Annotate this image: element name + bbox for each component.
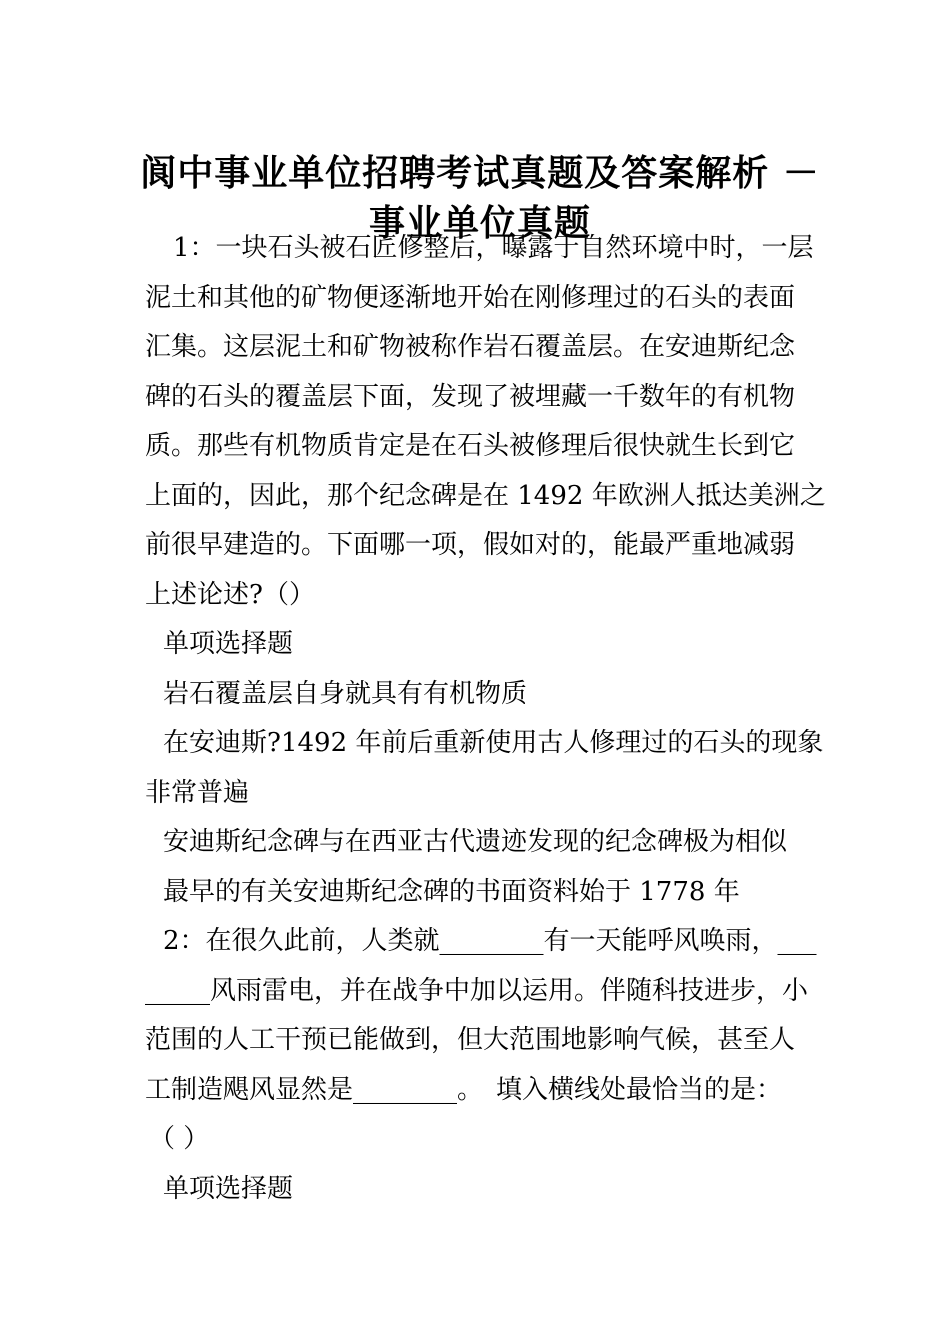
question-1-line: 质。那些有机物质肯定是在石头被修理后很快就生长到它 [145,431,796,461]
question-1-line: 前很早建造的。下面哪一项，假如对的，能最严重地减弱 [145,530,796,560]
document-body [145,224,826,1214]
question-1-line: 碑的石头的覆盖层下面，发现了被埋藏一千数年的有机物 [145,381,796,412]
question-1-type-label: 单项选择题 [163,629,294,659]
question-2-line: 2：在很久此前，人类就________有一天能呼风唤雨，___ [163,926,817,956]
question-2-type-label: 单项选择题 [163,1173,294,1204]
question-2-line: 工制造飓风显然是________。 填入横线处最恰当的是： [145,1074,783,1105]
option-d: 最早的有关安迪斯纪念碑的书面资料始于 1778 年 [163,876,740,907]
option-c: 安迪斯纪念碑与在西亚古代遗迹发现的纪念碑极为相似 [163,827,788,857]
question-1-line: 上述论述?（） [145,579,315,610]
question-1-line: 1：一块石头被石匠修整后，曝露于自然环境中时，一层 [173,233,814,263]
question-2-line: （ ） [149,1124,210,1154]
title-line-2: 事业单位真题 [368,202,591,245]
question-2-line: _____风雨雷电，并在战争中加以运用。伴随科技进步，小 [145,975,809,1006]
option-b-line: 在安迪斯?1492 年前后重新使用古人修理过的石头的现象 [163,728,824,758]
option-a: 岩石覆盖层自身就具有有机物质 [163,678,528,709]
question-1-line: 上面的，因此，那个纪念碑是在 1492 年欧洲人抵达美洲之 [145,480,826,511]
question-1-line: 汇集。这层泥土和矿物被称作岩石覆盖层。在安迪斯纪念 [145,332,796,362]
option-b-line: 非常普遍 [145,777,250,808]
question-2-line: 范围的人工干预已能做到，但大范围地影响气候，甚至人 [145,1025,796,1055]
title-line-1: 阆中事业单位招聘考试真题及答案解析 － [140,152,820,195]
question-1 [145,224,826,917]
question-1-line: 泥土和其他的矿物便逐渐地开始在刚修理过的石头的表面 [145,282,796,313]
question-2 [145,917,817,1214]
